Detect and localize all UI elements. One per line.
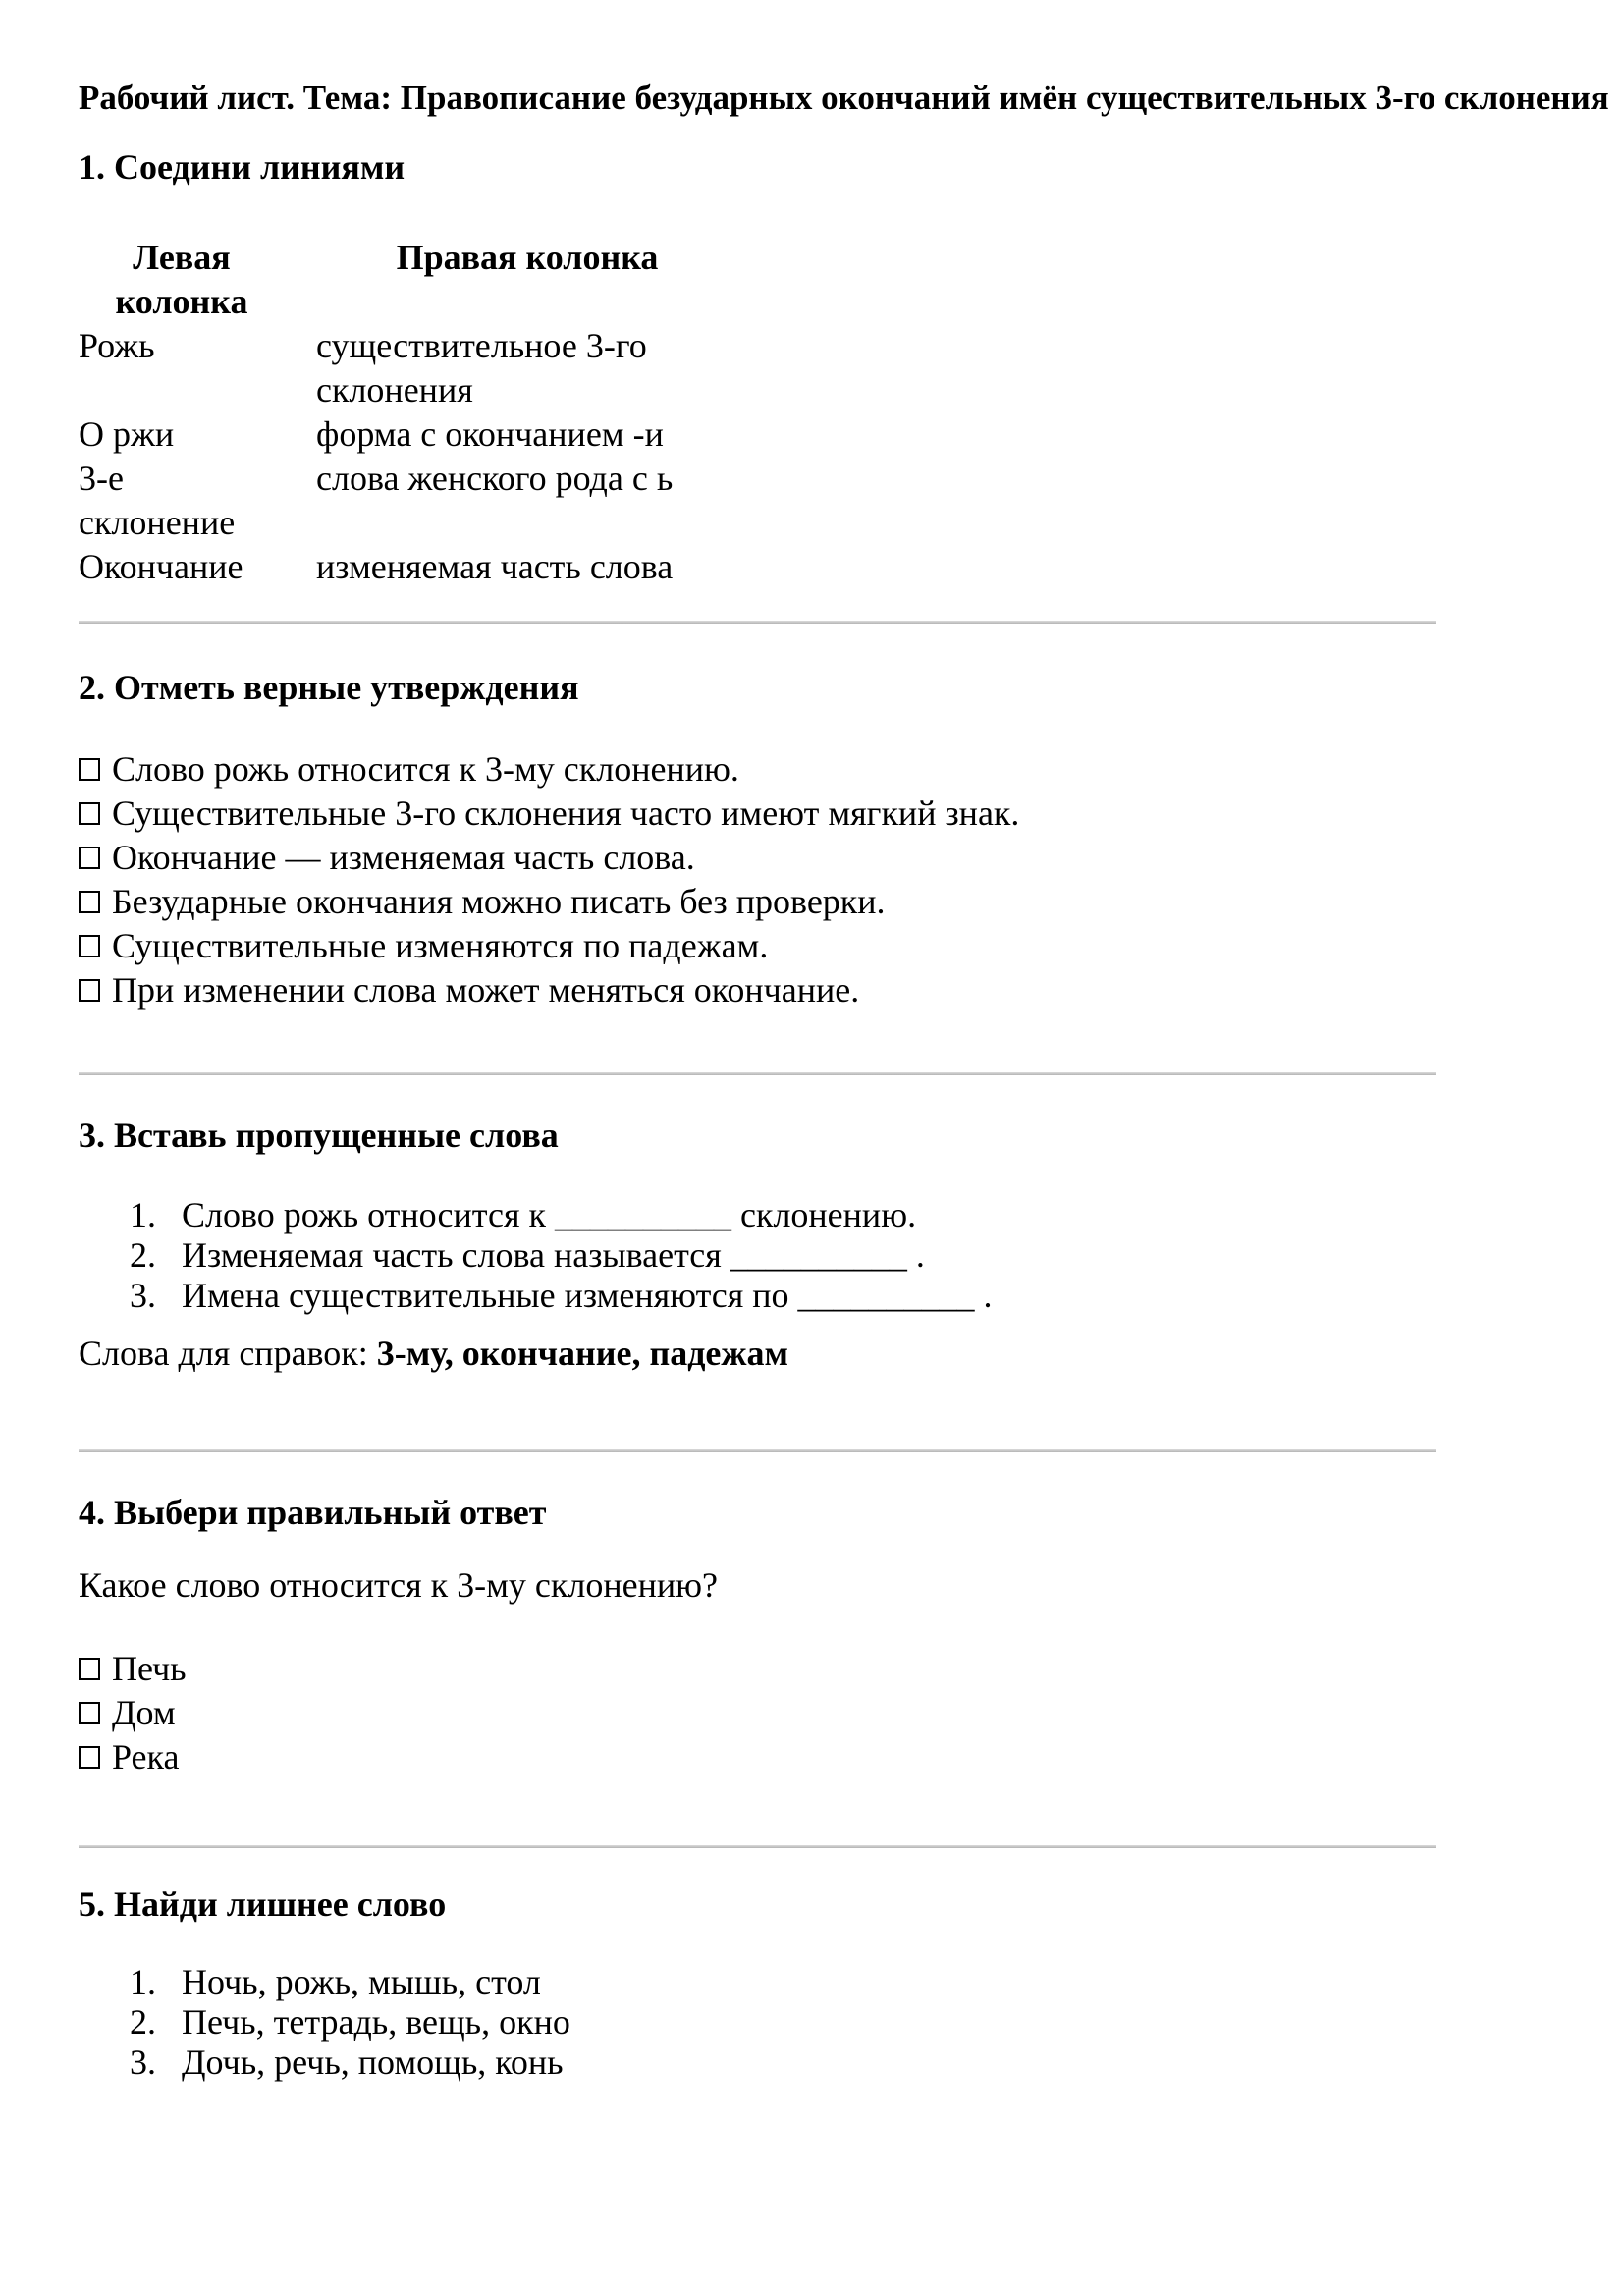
item-number: 3. <box>130 1276 156 1315</box>
checkbox[interactable] <box>79 758 100 781</box>
table-cell-left: О ржи <box>79 414 175 454</box>
section-1-heading: 1. Соедини линиями <box>79 147 406 187</box>
checkbox[interactable] <box>79 891 100 913</box>
fill-in-text: Изменяемая часть слова называется __________ . <box>182 1235 925 1275</box>
statements-checkbox-list <box>79 747 1544 1012</box>
checkbox[interactable] <box>79 802 100 825</box>
checkbox[interactable] <box>79 1658 100 1680</box>
fill-in-item <box>79 1276 1544 1316</box>
checkbox[interactable] <box>79 1702 100 1724</box>
word-row: Печь, тетрадь, вещь, окно <box>182 2002 570 2042</box>
word-row: Дочь, речь, помощь, конь <box>182 2043 564 2082</box>
table-cell-gap <box>285 412 316 457</box>
checkbox-statement <box>79 836 1544 880</box>
section-divider <box>79 1072 1436 1075</box>
table-cell-gap <box>285 457 316 545</box>
table-cell-right: слова женского рода с ь <box>316 459 674 498</box>
table-header-right: Правая колонка <box>396 238 659 277</box>
reference-words-line <box>79 1332 1544 1376</box>
section-4-heading: 4. Выбери правильный ответ <box>79 1493 547 1532</box>
checkbox-statement <box>79 924 1544 968</box>
table-cell-gap <box>285 324 316 412</box>
option-label: Река <box>112 1737 180 1777</box>
table-cell-left: Рожь <box>79 326 155 365</box>
statement-label: Окончание — изменяемая часть слова. <box>112 838 695 877</box>
checkbox[interactable] <box>79 935 100 957</box>
reference-words: 3-му, окончание, падежам <box>376 1334 789 1373</box>
table-row <box>79 324 738 412</box>
table-cell-left: 3-е склонение <box>79 459 236 542</box>
fill-in-item <box>79 1235 1544 1276</box>
table-cell-gap <box>285 545 316 589</box>
answer-options-list <box>79 1647 1544 1779</box>
table-row <box>79 412 738 457</box>
answer-option <box>79 1735 1544 1779</box>
statement-label: При изменении слова может меняться окончание. <box>112 970 860 1010</box>
table-header-left: Левая колонка <box>115 238 248 321</box>
section-3-heading: 3. Вставь пропущенные слова <box>79 1116 559 1155</box>
checkbox[interactable] <box>79 1746 100 1769</box>
odd-word-item <box>79 2002 1544 2043</box>
statement-label: Слово рожь относится к 3-му склонению. <box>112 749 739 789</box>
odd-word-item <box>79 1962 1544 2002</box>
odd-word-list <box>79 1962 1544 2083</box>
page-title: Рабочий лист. Тема: Правописание безударных окончаний имён существительных 3-го склонения <box>79 79 1609 117</box>
fill-in-item <box>79 1195 1544 1235</box>
fill-in-text: Имена существительные изменяются по __________ . <box>182 1276 993 1315</box>
fill-in-text: Слово рожь относится к __________ склонению. <box>182 1195 917 1234</box>
fill-in-list <box>79 1195 1544 1316</box>
statement-label: Существительные 3-го склонения часто имеют мягкий знак. <box>112 793 1020 833</box>
checkbox[interactable] <box>79 979 100 1002</box>
item-number: 3. <box>130 2043 156 2082</box>
answer-option <box>79 1647 1544 1691</box>
section-divider <box>79 1845 1436 1848</box>
item-number: 1. <box>130 1195 156 1234</box>
table-cell-right: форма с окончанием -и <box>316 414 664 454</box>
odd-word-item <box>79 2043 1544 2083</box>
reference-words-label: Слова для справок: <box>79 1334 377 1373</box>
table-row <box>79 457 738 545</box>
section-divider <box>79 1449 1436 1452</box>
table-row <box>79 545 738 589</box>
table-cell-right: изменяемая часть слова <box>316 547 674 586</box>
section-5-heading: 5. Найди лишнее слово <box>79 1885 447 1924</box>
section-2-heading: 2. Отметь верные утверждения <box>79 668 579 707</box>
checkbox-statement <box>79 792 1544 836</box>
table-header-row <box>79 236 738 324</box>
section-divider <box>79 621 1436 624</box>
word-row: Ночь, рожь, мышь, стол <box>182 1962 541 2001</box>
checkbox-statement <box>79 880 1544 924</box>
statement-label: Существительные изменяются по падежам. <box>112 926 769 965</box>
matching-table <box>79 236 738 589</box>
table-cell-left: Окончание <box>79 547 243 586</box>
option-label: Печь <box>112 1649 187 1688</box>
item-number: 1. <box>130 1962 156 2001</box>
table-cell-right: существительное 3-го склонения <box>316 326 647 410</box>
statement-label: Безударные окончания можно писать без проверки. <box>112 882 886 921</box>
table-header-gap <box>285 236 316 324</box>
item-number: 2. <box>130 2002 156 2042</box>
item-number: 2. <box>130 1235 156 1275</box>
question-text: Какое слово относится к 3-му склонению? <box>79 1565 719 1605</box>
checkbox-statement <box>79 747 1544 792</box>
option-label: Дом <box>112 1693 176 1732</box>
checkbox-statement <box>79 968 1544 1012</box>
checkbox[interactable] <box>79 847 100 869</box>
answer-option <box>79 1691 1544 1735</box>
